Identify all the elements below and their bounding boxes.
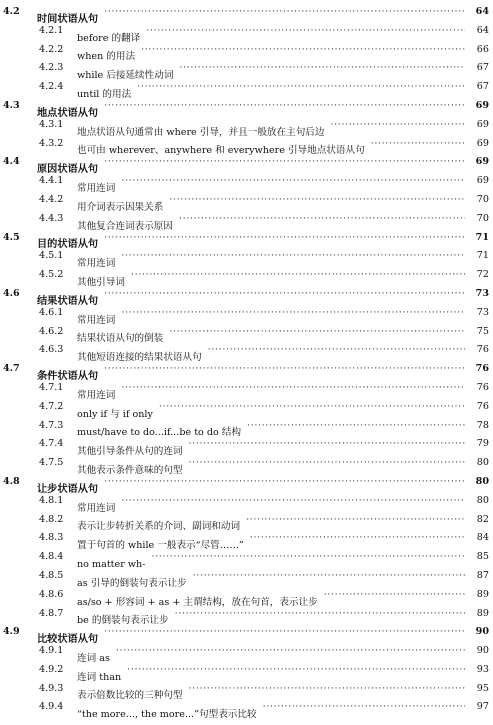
toc-subsection-entry bbox=[0, 435, 493, 458]
dot-leader bbox=[104, 623, 465, 642]
toc-entry-page-number: 76 bbox=[475, 363, 489, 375]
toc-entry-title: 其他引导词 bbox=[77, 276, 125, 288]
toc-subsection-entry bbox=[0, 398, 493, 420]
toc-entry-page-number: 78 bbox=[476, 419, 489, 431]
dot-leader bbox=[324, 586, 465, 605]
toc-entry-title: 常用连词 bbox=[77, 502, 116, 514]
dot-leader bbox=[247, 417, 465, 436]
toc-entry-title: 连词 than bbox=[77, 671, 122, 683]
toc-entry-number: 4.8.2 bbox=[39, 513, 64, 525]
toc-entry-page-number: 69 bbox=[476, 118, 489, 130]
toc-entry-title: as 引导的倒装句表示让步 bbox=[77, 577, 187, 589]
dot-leader bbox=[104, 3, 465, 22]
toc-entry-number: 4.8.7 bbox=[39, 607, 64, 619]
toc-subsection-entry bbox=[0, 642, 493, 664]
toc-entry-title: 常用连词 bbox=[77, 389, 116, 401]
toc-entry-number: 4.5.1 bbox=[39, 250, 64, 262]
toc-subsection-entry bbox=[0, 605, 493, 627]
dot-leader bbox=[169, 191, 465, 210]
toc-entry-page-number: 89 bbox=[476, 607, 489, 619]
toc-subsection-entry bbox=[0, 323, 493, 345]
toc-entry-number: 4.2.3 bbox=[39, 62, 64, 74]
toc-entry-number: 4.8.1 bbox=[39, 494, 64, 506]
toc-entry-page-number: 70 bbox=[476, 212, 489, 224]
toc-subsection-entry bbox=[0, 680, 493, 702]
toc-entry-number: 4.3.2 bbox=[39, 137, 64, 149]
dot-leader bbox=[179, 210, 465, 229]
dot-leader bbox=[104, 473, 465, 492]
toc-entry-number: 4.9 bbox=[3, 626, 20, 638]
toc-entry-page-number: 84 bbox=[476, 532, 489, 544]
toc-entry-page-number: 90 bbox=[475, 626, 489, 638]
dot-leader bbox=[146, 22, 465, 41]
toc-entry-page-number: 66 bbox=[476, 43, 489, 55]
toc-entry-title: 原因状语从句 bbox=[37, 163, 99, 176]
toc-subsection-entry bbox=[0, 567, 493, 589]
dot-leader bbox=[104, 285, 465, 304]
toc-subsection-entry bbox=[0, 78, 493, 100]
toc-subsection-entry bbox=[0, 304, 493, 326]
table-of-contents bbox=[0, 3, 493, 721]
toc-entry-title: no matter wh- bbox=[77, 558, 146, 570]
toc-entry-number: 4.5 bbox=[3, 231, 20, 243]
dot-leader bbox=[116, 642, 465, 661]
dot-leader bbox=[263, 698, 465, 717]
dot-leader bbox=[371, 135, 465, 154]
toc-entry-number: 4.2.4 bbox=[39, 81, 64, 93]
toc-entry-page-number: 87 bbox=[476, 569, 489, 581]
toc-entry-page-number: 93 bbox=[476, 663, 489, 675]
toc-section-entry bbox=[0, 229, 493, 251]
toc-entry-page-number: 97 bbox=[476, 701, 489, 713]
dot-leader bbox=[121, 379, 465, 398]
toc-entry-page-number: 71 bbox=[475, 231, 489, 243]
toc-subsection-entry bbox=[0, 379, 493, 401]
dot-leader bbox=[189, 435, 465, 454]
toc-entry-number: 4.7.1 bbox=[39, 381, 64, 393]
toc-entry-number: 4.8.5 bbox=[39, 569, 64, 581]
toc-entry-page-number: 69 bbox=[475, 99, 489, 111]
toc-entry-page-number: 76 bbox=[476, 400, 489, 412]
toc-subsection-entry bbox=[0, 492, 493, 514]
toc-entry-title: 也可由 wherever、anywhere 和 everywhere 引导地点状语从句 bbox=[77, 145, 365, 157]
toc-entry-number: 4.4.1 bbox=[39, 175, 64, 187]
dot-leader bbox=[104, 97, 465, 116]
toc-entry-number: 4.3 bbox=[3, 99, 20, 111]
dot-leader bbox=[159, 398, 465, 417]
toc-entry-number: 4.4.3 bbox=[39, 212, 64, 224]
toc-entry-title: as/so + 形容词 + as + 主谓结构，放在句首，表示让步 bbox=[77, 596, 318, 608]
toc-entry-title: 常用连词 bbox=[77, 314, 116, 326]
toc-entry-title: 其他短语连接的结果状语从句 bbox=[77, 352, 202, 364]
dot-leader bbox=[179, 59, 465, 78]
toc-entry-page-number: 64 bbox=[476, 24, 489, 36]
toc-entry-number: 4.6.1 bbox=[39, 306, 64, 318]
toc-entry-page-number: 69 bbox=[476, 175, 489, 187]
toc-entry-page-number: 80 bbox=[475, 475, 489, 487]
dot-leader bbox=[246, 511, 465, 530]
toc-entry-page-number: 80 bbox=[476, 457, 489, 469]
toc-entry-page-number: 85 bbox=[476, 551, 489, 563]
toc-entry-title: 连词 as bbox=[77, 652, 110, 664]
toc-entry-title: 常用连词 bbox=[77, 182, 116, 194]
toc-entry-number: 4.6.2 bbox=[39, 325, 64, 337]
toc-entry-title: 置于句首的 while 一般表示“尽管……” bbox=[77, 540, 244, 552]
dot-leader bbox=[169, 323, 465, 342]
toc-entry-page-number: 69 bbox=[475, 156, 489, 168]
toc-entry-number: 4.9.1 bbox=[39, 645, 64, 657]
toc-subsection-entry bbox=[0, 22, 493, 44]
toc-subsection-entry bbox=[0, 341, 493, 364]
toc-entry-page-number: 76 bbox=[476, 381, 489, 393]
toc-subsection-entry bbox=[0, 511, 493, 533]
toc-section-entry bbox=[0, 473, 493, 495]
toc-subsection-entry bbox=[0, 59, 493, 82]
toc-entry-page-number: 75 bbox=[476, 325, 489, 337]
toc-entry-title: before 的翻译 bbox=[77, 32, 141, 44]
dot-leader bbox=[189, 680, 465, 699]
toc-entry-page-number: 89 bbox=[476, 588, 489, 600]
toc-entry-page-number: 90 bbox=[476, 645, 489, 657]
dot-leader bbox=[121, 492, 465, 511]
toc-subsection-entry bbox=[0, 529, 493, 552]
toc-entry-page-number: 80 bbox=[476, 494, 489, 506]
toc-subsection-entry bbox=[0, 548, 493, 570]
dot-leader bbox=[104, 360, 465, 379]
toc-entry-page-number: 64 bbox=[475, 6, 489, 17]
toc-entry-number: 4.7 bbox=[3, 363, 20, 375]
toc-entry-number: 4.2.2 bbox=[39, 43, 64, 55]
toc-entry-title: 比较状语从句 bbox=[37, 633, 99, 646]
toc-entry-title-line bbox=[77, 698, 465, 725]
toc-entry-title: 结果状语从句的倒装 bbox=[77, 333, 164, 345]
toc-entry-title: 时间状语从句 bbox=[37, 12, 99, 25]
toc-entry-page-number: 70 bbox=[476, 193, 489, 205]
toc-entry-number: 4.6.3 bbox=[39, 344, 64, 356]
dot-leader bbox=[175, 605, 465, 624]
toc-entry-title: 其他表示条件意味的句型 bbox=[77, 464, 183, 476]
toc-subsection-entry bbox=[0, 116, 493, 138]
dot-leader bbox=[121, 304, 465, 323]
toc-entry-title: “the more..., the more...”句型表示比较 bbox=[77, 709, 257, 721]
toc-entry-number: 4.7.4 bbox=[39, 438, 64, 450]
toc-entry-title: 表示倍数比较的三种句型 bbox=[77, 690, 183, 702]
dot-leader bbox=[151, 548, 465, 567]
toc-entry-title: 结果状语从句 bbox=[37, 294, 99, 307]
toc-entry-number: 4.9.3 bbox=[39, 682, 64, 694]
toc-subsection-entry bbox=[0, 266, 493, 288]
toc-entry-number: 4.7.2 bbox=[39, 400, 64, 412]
toc-entry-number: 4.8 bbox=[3, 475, 20, 487]
toc-subsection-entry bbox=[0, 191, 493, 213]
toc-entry-number: 4.3.1 bbox=[39, 118, 64, 130]
toc-subsection-entry bbox=[0, 454, 493, 476]
toc-entry-title: when 的用法 bbox=[77, 51, 136, 63]
toc-subsection-entry bbox=[0, 417, 493, 439]
toc-entry-page-number: 72 bbox=[476, 269, 489, 281]
toc-entry-page-number: 95 bbox=[476, 682, 489, 694]
dot-leader bbox=[331, 116, 466, 135]
toc-entry-number: 4.4 bbox=[3, 156, 20, 168]
toc-subsection-entry bbox=[0, 661, 493, 683]
toc-entry-title: 地点状语从句 bbox=[37, 106, 99, 119]
toc-entry-title: be 的倒装句表示让步 bbox=[77, 615, 169, 627]
toc-entry-page-number: 67 bbox=[476, 81, 489, 93]
toc-entry-page-number: 69 bbox=[476, 137, 489, 149]
toc-entry-number: 4.9.2 bbox=[39, 663, 64, 675]
toc-section-entry bbox=[0, 97, 493, 119]
toc-entry-page-number: 73 bbox=[475, 287, 489, 299]
dot-leader bbox=[189, 454, 465, 473]
toc-entry-number: 4.2.1 bbox=[39, 24, 64, 36]
toc-entry-title: while 后接延续性动词 bbox=[77, 70, 174, 82]
toc-entry-number: 4.4.2 bbox=[39, 193, 64, 205]
toc-entry-page-number: 67 bbox=[476, 62, 489, 74]
toc-entry-number: 4.6 bbox=[3, 287, 20, 299]
dot-leader bbox=[137, 78, 465, 97]
toc-entry-title: must/have to do...if...be to do 结构 bbox=[77, 427, 242, 439]
toc-entry-page-number: 82 bbox=[476, 513, 489, 525]
toc-entry-title: 其他复合连词表示原因 bbox=[77, 220, 173, 232]
toc-entry-title: 条件状语从句 bbox=[37, 369, 99, 382]
toc-entry-title: 让步状语从句 bbox=[37, 482, 99, 495]
dot-leader bbox=[141, 41, 465, 60]
toc-subsection-entry bbox=[0, 135, 493, 157]
toc-subsection-entry bbox=[0, 172, 493, 194]
toc-section-entry bbox=[0, 153, 493, 176]
toc-entry-number: 4.8.3 bbox=[39, 532, 64, 544]
toc-entry-page-number: 73 bbox=[476, 306, 489, 318]
toc-entry-title: until 的用法 bbox=[77, 88, 132, 100]
toc-subsection-entry bbox=[0, 210, 493, 232]
toc-subsection-entry bbox=[0, 586, 493, 608]
toc-subsection-entry bbox=[0, 698, 493, 721]
toc-entry-number: 4.8.6 bbox=[39, 588, 64, 600]
toc-entry-number: 4.7.5 bbox=[39, 457, 64, 469]
toc-entry-title: 地点状语从句通常由 where 引导，并且一般放在主句后边 bbox=[77, 126, 325, 138]
toc-entry-number: 4.8.4 bbox=[39, 551, 64, 563]
dot-leader bbox=[127, 661, 465, 680]
toc-entry-title: 常用连词 bbox=[77, 258, 116, 270]
dot-leader bbox=[250, 529, 465, 548]
dot-leader bbox=[104, 153, 465, 172]
toc-entry-title: 目的状语从句 bbox=[37, 238, 99, 251]
dot-leader bbox=[131, 266, 465, 285]
toc-entry-title: only if 与 if only bbox=[77, 408, 153, 420]
dot-leader bbox=[193, 567, 465, 586]
toc-entry-page-number: 71 bbox=[476, 250, 489, 262]
dot-leader bbox=[208, 341, 465, 360]
toc-subsection-entry bbox=[0, 247, 493, 270]
toc-entry-number: 4.2 bbox=[3, 6, 20, 17]
toc-entry-title: 其他引导条件从句的连词 bbox=[77, 446, 183, 458]
toc-section-entry bbox=[0, 285, 493, 307]
toc-entry-page-number: 79 bbox=[476, 438, 489, 450]
toc-entry-number: 4.7.3 bbox=[39, 419, 64, 431]
toc-section-entry bbox=[0, 3, 493, 25]
toc-entry-title: 用介词表示因果关系 bbox=[77, 201, 164, 213]
toc-entry-number: 4.5.2 bbox=[39, 269, 64, 281]
toc-entry-page-number: 76 bbox=[476, 344, 489, 356]
toc-entry-number: 4.9.4 bbox=[39, 701, 64, 713]
dot-leader bbox=[104, 229, 465, 248]
dot-leader bbox=[121, 247, 465, 266]
toc-entry-title: 表示让步转折关系的介词、副词和动词 bbox=[77, 521, 241, 533]
toc-section-entry bbox=[0, 360, 493, 382]
dot-leader bbox=[121, 172, 465, 191]
toc-section-entry bbox=[0, 623, 493, 646]
toc-subsection-entry bbox=[0, 41, 493, 63]
